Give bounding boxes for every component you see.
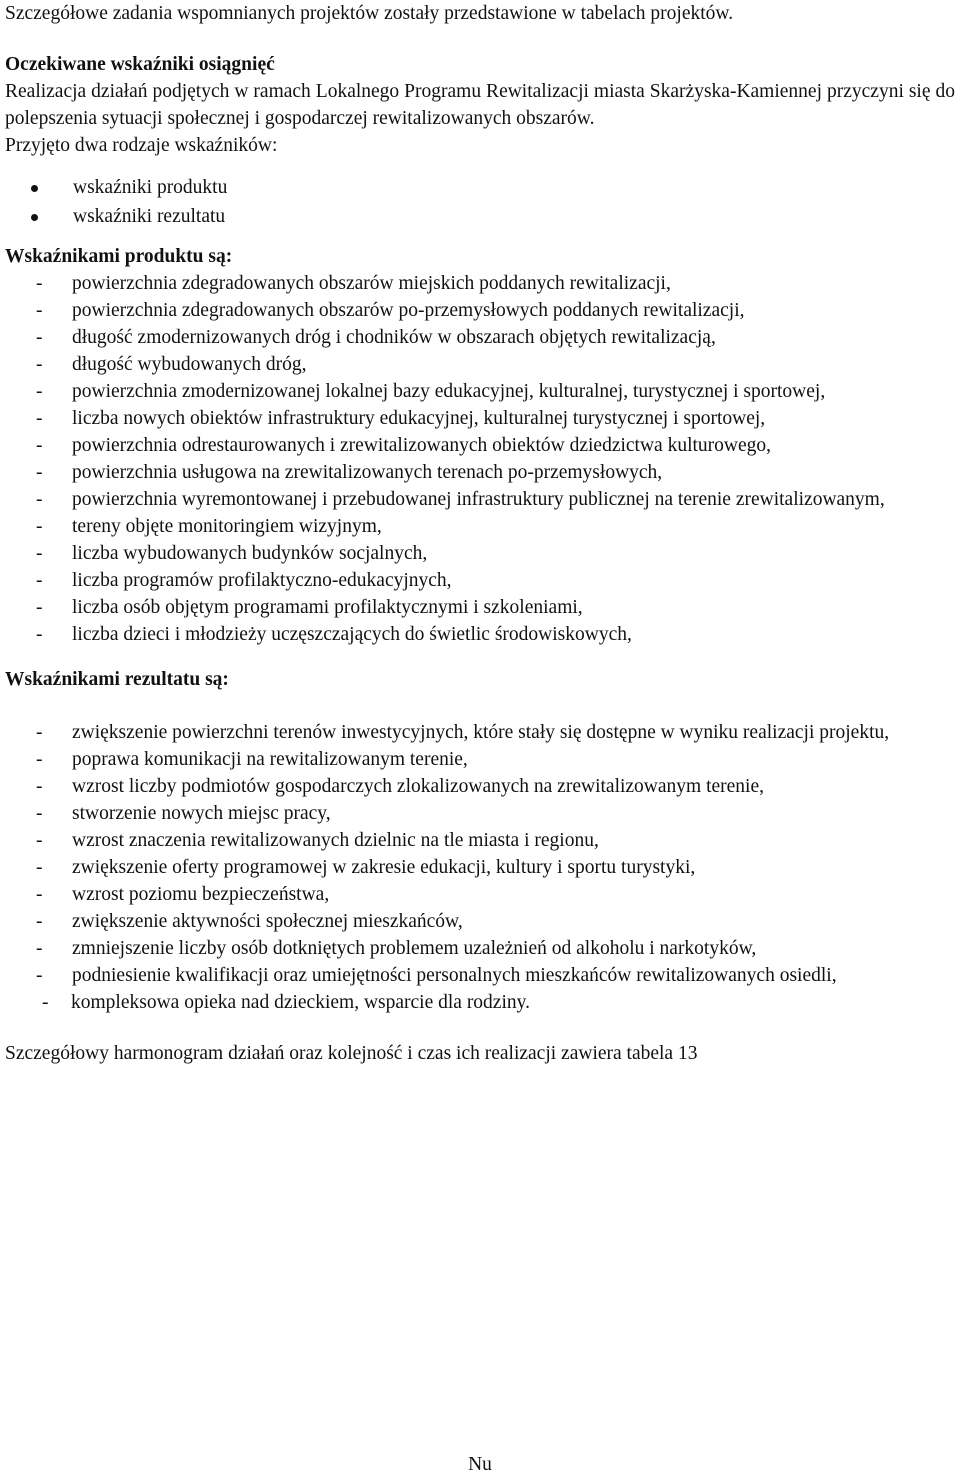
list-item-text: powierzchnia zmodernizowanej lokalnej bazy edukacyjnej, kulturalnej, turystycznej i sportowej,: [72, 381, 826, 402]
list-item-text: powierzchnia zdegradowanych obszarów po-przemysłowych poddanych rewitalizacji,: [72, 300, 745, 321]
list-item-text: poprawa komunikacji na rewitalizowanym terenie,: [72, 749, 468, 770]
dash-marker: -: [36, 327, 43, 348]
list-item-text: zwiększenie aktywności społecznej mieszkańców,: [72, 911, 463, 932]
list-item: [5, 297, 955, 324]
list-item: [5, 324, 955, 351]
dash-marker: -: [36, 543, 43, 564]
list-item: [5, 827, 955, 854]
dash-marker: -: [36, 776, 43, 797]
list-item: [5, 270, 955, 297]
list-item-text: liczba programów profilaktyczno-edukacyjnych,: [72, 570, 452, 591]
list-item-text: liczba dzieci i młodzieży uczęszczających do świetlic środowiskowych,: [72, 624, 632, 645]
list-item-text: podniesienie kwalifikacji oraz umiejętności personalnych mieszkańców rewitalizowanych osiedli,: [72, 965, 837, 986]
list-item: [5, 432, 955, 459]
list-item-text: długość zmodernizowanych dróg i chodników w obszarach objętych rewitalizacją,: [72, 327, 716, 348]
list-item: [5, 486, 955, 513]
product-indicators-heading: Wskaźnikami produktu są:: [5, 246, 233, 267]
list-item-text: liczba nowych obiektów infrastruktury edukacyjnej, kulturalnej turystycznej i sportowej,: [72, 408, 766, 429]
list-item-text: długość wybudowanych dróg,: [72, 354, 307, 375]
list-item-text: powierzchnia wyremontowanej i przebudowanej infrastruktury publicznej na terenie zrewitalizowanym,: [72, 489, 885, 510]
dash-marker: -: [36, 624, 43, 645]
types-intro: Przyjęto dwa rodzaje wskaźników:: [5, 135, 278, 156]
expected-paragraph: Realizacja działań podjętych w ramach Lokalnego Programu Rewitalizacji miasta Skarżyska-Kamiennej przyczyni się do polepszenia sytuacji społecznej i gospodarczej rewitalizowanych obszarów.: [5, 81, 955, 129]
dash-marker: -: [36, 722, 43, 743]
dash-marker: -: [42, 992, 49, 1013]
list-item: [5, 989, 955, 1016]
dash-marker: -: [36, 516, 43, 537]
document-page: [5, 0, 955, 1475]
list-item: [5, 378, 955, 405]
list-item-text: kompleksowa opieka nad dzieckiem, wsparcie dla rodziny.: [71, 992, 530, 1013]
list-item-text: liczba wybudowanych budynków socjalnych,: [72, 543, 428, 564]
list-item: [5, 881, 955, 908]
list-item: [5, 513, 955, 540]
list-item: [5, 746, 955, 773]
dash-marker: -: [36, 381, 43, 402]
dash-marker: -: [36, 965, 43, 986]
list-item: [5, 621, 955, 648]
list-item: wskaźniki produktu: [5, 173, 955, 202]
dash-marker: -: [36, 597, 43, 618]
dash-marker: -: [36, 830, 43, 851]
list-item-text: stworzenie nowych miejsc pracy,: [72, 803, 331, 824]
result-indicators-list: [5, 719, 955, 1016]
list-item-text: powierzchnia zdegradowanych obszarów miejskich poddanych rewitalizacji,: [72, 273, 671, 294]
dash-marker: -: [36, 749, 43, 770]
list-item: [5, 351, 955, 378]
list-item: [5, 540, 955, 567]
dash-marker: -: [36, 884, 43, 905]
list-item: [5, 567, 955, 594]
list-item-text: powierzchnia usługowa na zrewitalizowanych terenach po-przemysłowych,: [72, 462, 663, 483]
list-item-text: liczba osób objętym programami profilaktycznymi i szkoleniami,: [72, 597, 583, 618]
dash-marker: -: [36, 408, 43, 429]
list-item: [5, 935, 955, 962]
list-item-text: powierzchnia odrestaurowanych i zrewitalizowanych obiektów dziedzictwa kulturowego,: [72, 435, 772, 456]
dash-marker: -: [36, 911, 43, 932]
dash-marker: -: [36, 489, 43, 510]
list-item: [5, 405, 955, 432]
closing-text: Szczegółowy harmonogram działań oraz kolejność i czas ich realizacji zawiera tabela 13: [5, 1043, 698, 1064]
list-item: [5, 800, 955, 827]
list-item-text: wzrost znaczenia rewitalizowanych dzielnic na tle miasta i regionu,: [72, 830, 599, 851]
expected-indicators-heading: Oczekiwane wskaźniki osiągnięć: [5, 54, 275, 75]
list-item: [5, 594, 955, 621]
list-item-text: zwiększenie powierzchni terenów inwestycyjnych, które stały się dostępne w wyniku realizacji projektu,: [72, 722, 890, 743]
product-indicators-list: [5, 270, 955, 648]
dash-marker: -: [36, 273, 43, 294]
list-item: [5, 962, 955, 989]
list-item: [5, 854, 955, 881]
dash-marker: -: [36, 803, 43, 824]
list-item-text: zmniejszenie liczby osób dotkniętych problemem uzależnień od alkoholu i narkotyków,: [72, 938, 757, 959]
result-indicators-heading: Wskaźnikami rezultatu są:: [5, 669, 229, 690]
list-item-text: wzrost poziomu bezpieczeństwa,: [72, 884, 330, 905]
list-item: [5, 459, 955, 486]
list-item: [5, 719, 955, 746]
dash-marker: -: [36, 857, 43, 878]
list-item: wskaźniki rezultatu: [5, 202, 955, 231]
intro-text: Szczegółowe zadania wspomnianych projektów zostały przedstawione w tabelach projektów.: [5, 3, 734, 24]
dash-marker: -: [36, 570, 43, 591]
dash-marker: -: [36, 435, 43, 456]
list-item-text: wzrost liczby podmiotów gospodarczych zlokalizowanych na zrewitalizowanym terenie,: [72, 776, 765, 797]
page-footer: Nu: [468, 1454, 492, 1475]
list-item: [5, 773, 955, 800]
indicator-types-list: [5, 173, 955, 231]
list-item-text: tereny objęte monitoringiem wizyjnym,: [72, 516, 382, 537]
dash-marker: -: [36, 462, 43, 483]
dash-marker: -: [36, 938, 43, 959]
list-item-text: zwiększenie oferty programowej w zakresie edukacji, kultury i sportu turystyki,: [72, 857, 696, 878]
dash-marker: -: [36, 300, 43, 321]
list-item: [5, 908, 955, 935]
dash-marker: -: [36, 354, 43, 375]
